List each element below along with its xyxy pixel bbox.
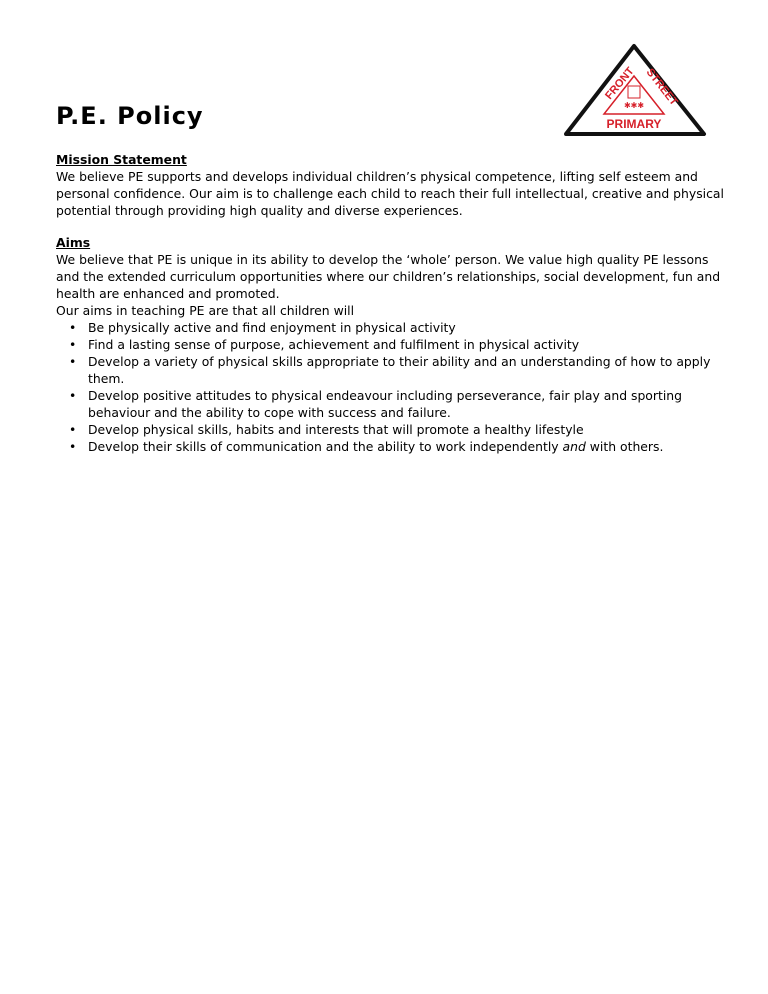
list-item: • Develop a variety of physical skills appropriate to their ability and an understanding of how to apply them. xyxy=(88,353,726,387)
svg-text:PRIMARY: PRIMARY xyxy=(606,117,662,131)
mission-heading: Mission Statement xyxy=(56,152,187,167)
list-item-text: Develop their skills of communication and the ability to work independently xyxy=(88,439,563,454)
svg-text:✱✱✱: ✱✱✱ xyxy=(623,101,645,110)
svg-text:STREET: STREET xyxy=(643,66,680,109)
list-item: • Develop positive attitudes to physical endeavour including perseverance, fair play and sporting behaviour and the ability to cope with success and failure. xyxy=(88,387,726,421)
aims-text: We believe that PE is unique in its ability to develop the ‘whole’ person. We value high quality PE lessons and the extended curriculum opportunities where our children’s relationships, social development, fun and health are enhanced and promoted. xyxy=(56,252,721,301)
school-logo xyxy=(562,42,708,138)
aims-intro: Our aims in teaching PE are that all children will xyxy=(56,303,355,318)
list-item xyxy=(88,438,726,455)
mission-text: We believe PE supports and develops individual children’s physical competence, lifting self esteem and personal confidence. Our aim is to challenge each child to reach their full intellectual, creative and physical potential through providing high quality and diverse experiences. xyxy=(56,169,724,218)
list-item: • Develop physical skills, habits and interests that will promote a healthy lifestyle xyxy=(88,421,726,438)
aims-heading: Aims xyxy=(56,235,91,250)
list-item-text: with others. xyxy=(585,439,664,454)
page-title: P.E. Policy xyxy=(56,102,204,130)
svg-text:FRONT: FRONT xyxy=(603,65,637,102)
list-item: • Be physically active and find enjoyment in physical activity xyxy=(88,319,726,336)
list-item-emphasis: and xyxy=(562,439,586,454)
list-item: • Find a lasting sense of purpose, achievement and fulfilment in physical activity xyxy=(88,336,726,353)
policy-body xyxy=(56,151,726,455)
aims-list xyxy=(56,319,726,455)
